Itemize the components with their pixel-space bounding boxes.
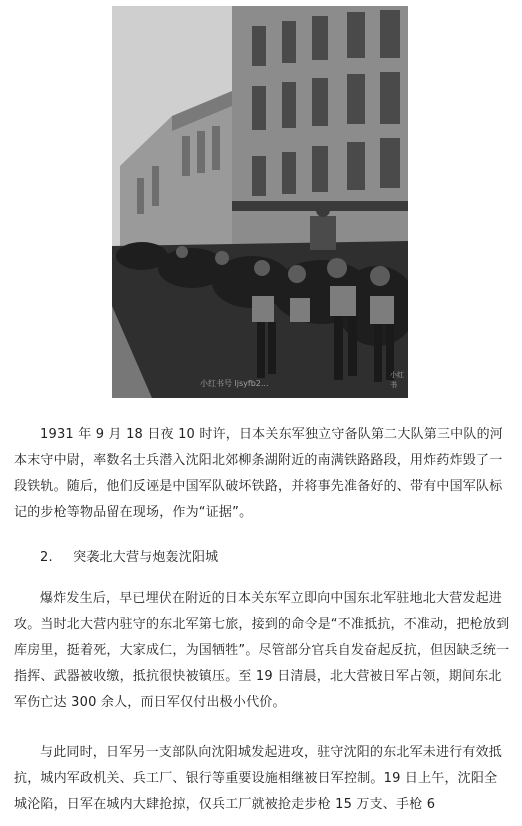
watermark-small: 小红书 bbox=[390, 371, 404, 389]
paragraph-2: 爆炸发生后，早已埋伏在附近的日本关东军立即向中国东北军驻地北大营发起进攻。当时北大营内驻守的东北军第七旅，接到的命令是“不准抵抗，不准动，把枪放到库房里，挺着死，大家成仁，为国牺牲”。尽管部分官兵自发奋起反抗，但因缺乏统一指挥、武器被收缴，抵抗很快被镇压。至 19 日清晨，北大营被日军占领，期间东北军伤亡达 300 余人，而日军仅付出极小代价。 bbox=[14, 591, 510, 710]
photo-watermark: 小红书号 ljsyfb2... bbox=[200, 379, 269, 388]
photo-illustration bbox=[112, 6, 408, 398]
historical-photo bbox=[112, 6, 408, 398]
section-heading bbox=[40, 548, 522, 568]
section-number: 2. bbox=[40, 550, 53, 565]
paragraph-3: 与此同时，日军另一支部队向沈阳城发起进攻，驻守沈阳的东北军未进行有效抵抗，城内军政机关、兵工厂、银行等重要设施相继被日军控制。19 日上午，沈阳全城沦陷，日军在城内大肆抢掠，仅兵工厂就被抢走步枪 15 万支、手枪 6 bbox=[14, 745, 503, 812]
paragraph-1: 1931 年 9 月 18 日夜 10 时许，日本关东军独立守备队第二大队第三中队的河本末守中尉，率数名士兵潜入沈阳北郊柳条湖附近的南满铁路路段，用炸药炸毁了一段铁轨。随后，他们反诬是中国军队破坏铁路，并将事先准备好的、带有中国军队标记的步枪等物品留在现场，作为“证据”。 bbox=[14, 427, 503, 520]
section-title: 突袭北大营与炮轰沈阳城 bbox=[73, 550, 219, 565]
